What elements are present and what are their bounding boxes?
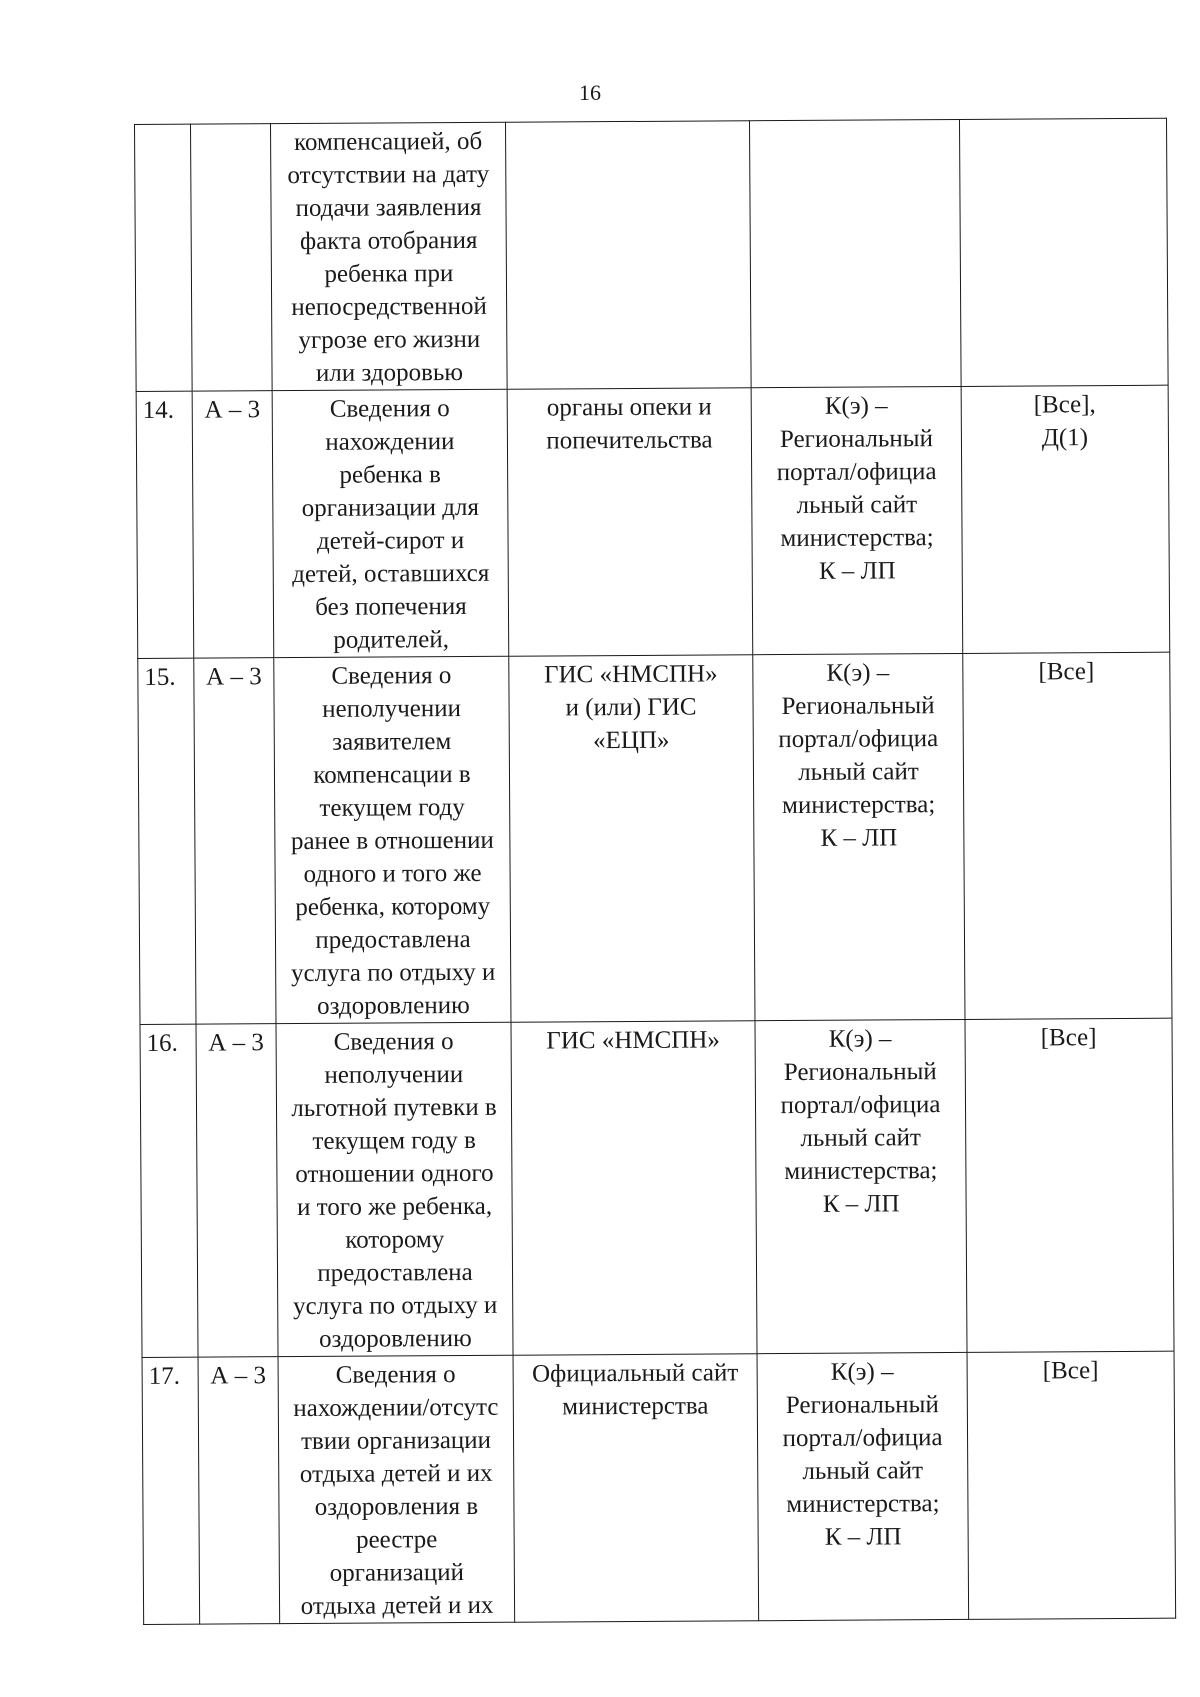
cell-text-line: [Все]	[1038, 658, 1095, 686]
cell-text-line: К(э) –	[830, 1358, 894, 1386]
cell-text-line: оздоровления в	[314, 1492, 479, 1521]
source-cell	[511, 1021, 757, 1355]
cell-text-line: факта отобрания	[299, 226, 478, 255]
cell-text-line: портал/официа	[780, 1091, 941, 1120]
cell-text-line: без попечения	[315, 592, 467, 621]
cell-text-line: министерства;	[782, 791, 936, 820]
cell-text-line: услуга по отдыху и	[293, 1291, 498, 1321]
cell-text-line: компенсации в	[313, 760, 471, 789]
row-number: 17.	[142, 1357, 200, 1624]
cell-text-line: непосредственной	[291, 292, 487, 322]
cell-text-line: К – ЛП	[824, 1523, 902, 1551]
cell-text-line: ребенка при	[324, 260, 454, 288]
table-row	[138, 652, 1172, 1024]
cell-text-line: или здоровью	[315, 358, 464, 387]
cell-text-line: которому	[345, 1226, 445, 1254]
cell-text-line: детей, оставшихся	[292, 559, 490, 589]
row-code: А – 3	[196, 1024, 278, 1357]
cell-text-line: портал/официа	[778, 725, 939, 754]
cell-text-line: ГИС «НМСПН»	[546, 1026, 720, 1055]
source-cell	[509, 655, 755, 1022]
table-row	[136, 385, 1170, 658]
description-cell	[271, 122, 508, 390]
cell-text-line: реестре	[355, 1526, 438, 1554]
cell-text-line: льный сайт	[802, 1457, 924, 1485]
cell-text-line: предоставлена	[315, 925, 471, 954]
cell-text-line: К – ЛП	[818, 557, 896, 585]
cell-text-line: ребенка, которому	[295, 892, 491, 922]
method-cell	[749, 119, 961, 387]
cell-text-line: подачи заявления	[295, 193, 482, 223]
cell-text-line: К(э) –	[824, 392, 888, 420]
cell-text-line: нахождении	[325, 428, 455, 456]
cell-text-line: портал/официа	[782, 1424, 943, 1453]
cell-text-line: органы опеки и	[546, 393, 712, 422]
row-code: А – 3	[198, 1357, 280, 1624]
cell-text-line: Региональный	[781, 692, 935, 721]
cell-text-line: отдыха детей и их	[300, 1591, 494, 1621]
applicability-cell	[967, 1351, 1176, 1619]
cell-text-line: министерства;	[784, 1157, 938, 1186]
cell-text-line: и того же ребенка,	[297, 1192, 493, 1222]
cell-text-line: портал/официа	[776, 458, 937, 487]
cell-text-line: Региональный	[783, 1058, 937, 1087]
cell-text-line: угрозе его жизни	[298, 325, 481, 354]
cell-text-line: К(э) –	[828, 1025, 892, 1053]
cell-text-line: попечительства	[546, 426, 713, 455]
cell-text-line: Официальный сайт	[531, 1359, 739, 1388]
cell-text-line: министерства	[562, 1392, 709, 1421]
cell-text-line: ГИС «НМСПН»	[544, 660, 718, 689]
cell-text-line: услуга по отдыху и	[290, 958, 496, 988]
cell-text-line: неполучении	[322, 695, 462, 723]
table-row	[135, 118, 1169, 391]
row-code: А – 3	[192, 391, 274, 658]
method-cell	[751, 386, 963, 654]
cell-text-line: [Все]	[1042, 1357, 1099, 1385]
cell-text-line: льготной путевки в	[291, 1093, 497, 1123]
cell-text-line: организации для	[301, 493, 480, 522]
row-number	[135, 124, 193, 391]
cell-text-line: нахождении/отсутс	[293, 1393, 499, 1423]
cell-text-line: отсутствии на дату	[287, 160, 490, 190]
applicability-cell	[963, 652, 1172, 1019]
row-number: 14.	[136, 391, 194, 658]
cell-text-line: министерства;	[786, 1490, 940, 1519]
cell-text-line: одного и того же	[303, 859, 482, 888]
cell-text-line: отдыха детей и их	[299, 1459, 493, 1489]
cell-text-line: К(э) –	[826, 659, 890, 687]
cell-text-line: Сведения о	[335, 1361, 456, 1389]
cell-text-line: организаций	[329, 1559, 465, 1587]
method-cell	[755, 1019, 967, 1353]
cell-text-line: детей-сирот и	[316, 526, 465, 555]
row-number: 15.	[138, 658, 196, 1024]
description-cell	[278, 1355, 515, 1623]
cell-text-line: министерства;	[780, 524, 934, 553]
cell-text-line: ранее в отношении	[290, 826, 494, 856]
cell-text-line: текущем году	[319, 793, 465, 822]
table-row	[140, 1018, 1174, 1357]
description-cell	[274, 656, 511, 1023]
method-cell	[753, 653, 965, 1020]
cell-text-line: отношении одного	[295, 1159, 494, 1189]
cell-text-line: неполучении	[324, 1061, 464, 1089]
row-number: 16.	[140, 1024, 198, 1357]
description-cell	[276, 1022, 513, 1356]
cell-text-line: льный сайт	[796, 491, 918, 519]
cell-text-line: [Все]	[1040, 1024, 1097, 1052]
cell-text-line: Сведения о	[333, 1028, 454, 1056]
cell-text-line: твии организации	[300, 1426, 492, 1456]
cell-text-line: предоставлена	[317, 1258, 473, 1287]
cell-text-line: «ЕЦП»	[592, 726, 670, 755]
cell-text-line: оздоровлению	[316, 991, 470, 1020]
cell-text-line: льный сайт	[798, 758, 919, 786]
cell-text-line: Региональный	[779, 425, 933, 454]
cell-text-line: оздоровлению	[319, 1324, 472, 1353]
applicability-cell	[965, 1018, 1174, 1352]
cell-text-line: и (или) ГИС	[565, 693, 697, 722]
method-cell	[757, 1352, 969, 1620]
cell-text-line: Д(1)	[1041, 424, 1089, 452]
cell-text-line: К – ЛП	[822, 1190, 900, 1218]
cell-text-line: Сведения о	[331, 662, 452, 690]
cell-text-line: Региональный	[785, 1391, 939, 1420]
cell-text-line: компенсацией, об	[294, 127, 483, 157]
cell-text-line: [Все],	[1033, 391, 1096, 419]
source-cell	[507, 388, 753, 656]
cell-text-line: К – ЛП	[820, 824, 898, 852]
source-cell	[505, 121, 751, 389]
cell-text-line: заявителем	[332, 728, 452, 756]
cell-text-line: ребенка в	[339, 461, 441, 489]
applicability-cell	[959, 118, 1168, 386]
cell-text-line: льный сайт	[800, 1124, 922, 1152]
page-number: 16	[579, 80, 601, 105]
document-table	[134, 118, 1176, 1625]
source-cell	[513, 1354, 759, 1622]
row-code: А – 3	[194, 658, 276, 1024]
cell-text-line: Сведения о	[329, 395, 450, 423]
cell-text-line: родителей,	[333, 626, 450, 654]
cell-text-line: текущем году в	[312, 1126, 477, 1155]
row-code	[191, 124, 273, 391]
description-cell	[272, 389, 509, 657]
applicability-cell	[961, 385, 1170, 653]
table-row	[142, 1351, 1176, 1624]
